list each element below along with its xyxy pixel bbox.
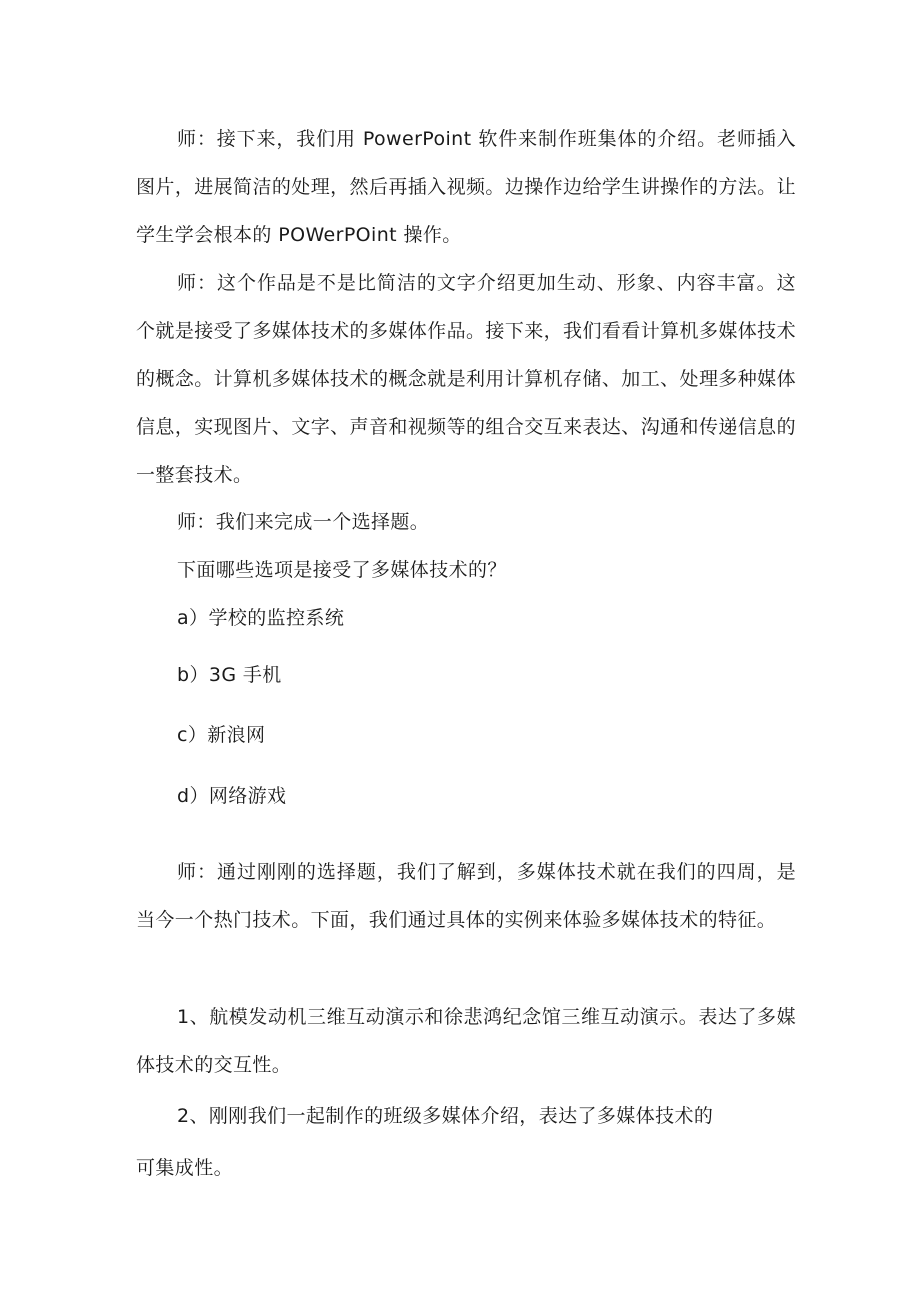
option-c: c）新浪网 [177,724,266,746]
option-a: a）学校的监控系统 [177,607,345,629]
paragraph-point-1: 1、航模发动机三维互动演示和徐悲鸿纪念馆三维互动演示。表达了多媒体技术的交互性。 [136,1006,796,1076]
paragraph-summary: 师：通过刚刚的选择题，我们了解到，多媒体技术就在我们的四周，是当今一个热门技术。下面，我们通过具体的实例来体验多媒体技术的特征。 [136,861,796,931]
question-intro: 师：我们来完成一个选择题。 [177,511,430,533]
paragraph-powerpoint-demo: 师：接下来，我们用 PowerPoint 软件来制作班集体的介绍。老师插入图片，进展简洁的处理，然后再插入视频。边操作边给学生讲操作的方法。让学生学会根本的 POWerPOint 操作。 [136,128,796,246]
question-text: 下面哪些选项是接受了多媒体技术的？ [177,559,507,581]
option-d: d）网络游戏 [177,785,287,807]
paragraph-multimedia-concept: 师：这个作品是不是比简洁的文字介绍更加生动、形象、内容丰富。这个就是接受了多媒体技术的多媒体作品。接下来，我们看看计算机多媒体技术的概念。计算机多媒体技术的概念就是利用计算机存储、加工、处理多种媒体信息，实现图片、文字、声音和视频等的组合交互来表达、沟通和传递信息的一整套技术。 [136,272,796,486]
point-2-line-1: 2、刚刚我们一起制作的班级多媒体介绍，表达了多媒体技术的 [177,1105,714,1127]
option-b: b）3G 手机 [177,664,282,686]
point-2-line-2: 可集成性。 [136,1157,234,1179]
